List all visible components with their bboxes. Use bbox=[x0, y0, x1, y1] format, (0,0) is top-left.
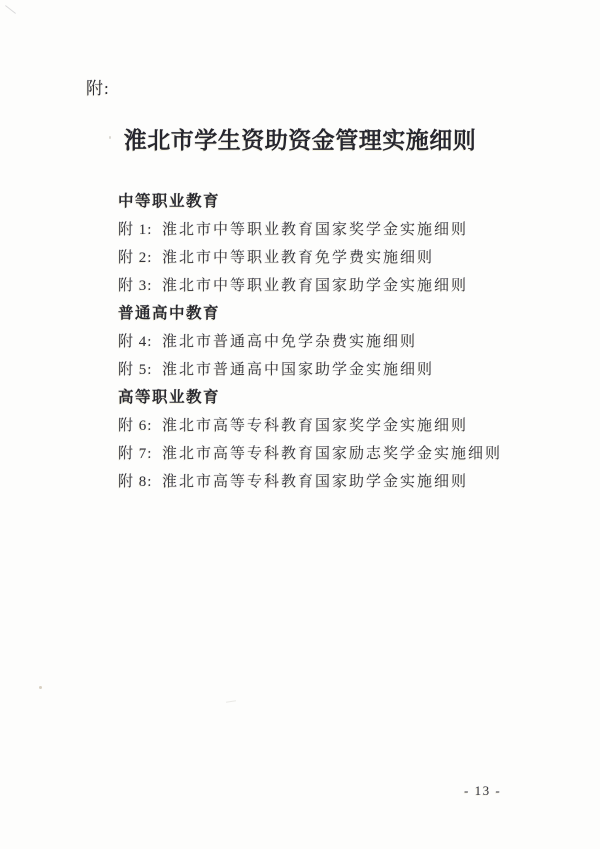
scan-artifact bbox=[5, 5, 16, 14]
item-text: 淮北市中等职业教育国家助学金实施细则 bbox=[162, 277, 469, 294]
attachment-list bbox=[118, 186, 548, 494]
item-label: 附 7: bbox=[118, 445, 153, 462]
list-item bbox=[118, 410, 548, 438]
item-label: 附 8: bbox=[118, 473, 153, 490]
item-label: 附 1: bbox=[118, 221, 153, 238]
section-heading-row bbox=[118, 298, 548, 326]
item-text: 淮北市中等职业教育国家奖学金实施细则 bbox=[162, 221, 469, 238]
item-label: 附 3: bbox=[118, 277, 153, 294]
item-text: 淮北市普通高中免学杂费实施细则 bbox=[162, 333, 418, 350]
item-text: 淮北市高等专科教育国家奖学金实施细则 bbox=[162, 417, 469, 434]
list-item bbox=[118, 326, 548, 354]
item-text: 淮北市高等专科教育国家励志奖学金实施细则 bbox=[162, 445, 503, 462]
list-item bbox=[118, 242, 548, 270]
list-item bbox=[118, 438, 548, 466]
document-title: 淮北市学生资助资金管理实施细则 bbox=[123, 128, 477, 153]
item-label: 附 4: bbox=[118, 333, 153, 350]
page-number: - 13 - bbox=[464, 783, 502, 798]
list-item bbox=[118, 214, 548, 242]
item-text: 淮北市中等职业教育免学费实施细则 bbox=[162, 249, 435, 266]
item-text: 淮北市高等专科教育国家助学金实施细则 bbox=[162, 473, 469, 490]
section-heading: 中等职业教育 bbox=[118, 193, 221, 210]
list-item bbox=[118, 466, 548, 494]
section-heading: 普通高中教育 bbox=[118, 305, 221, 322]
section-heading-row bbox=[118, 382, 548, 410]
item-label: 附 5: bbox=[118, 361, 153, 378]
section-heading-row bbox=[118, 186, 548, 214]
section-heading: 高等职业教育 bbox=[118, 389, 221, 406]
attachment-label: 附: bbox=[86, 79, 110, 98]
item-text: 淮北市普通高中国家助学金实施细则 bbox=[162, 361, 435, 378]
scan-artifact bbox=[39, 686, 42, 689]
scan-artifact bbox=[226, 700, 236, 702]
list-item bbox=[118, 354, 548, 382]
item-label: 附 2: bbox=[118, 249, 153, 266]
item-label: 附 6: bbox=[118, 417, 153, 434]
list-item bbox=[118, 270, 548, 298]
